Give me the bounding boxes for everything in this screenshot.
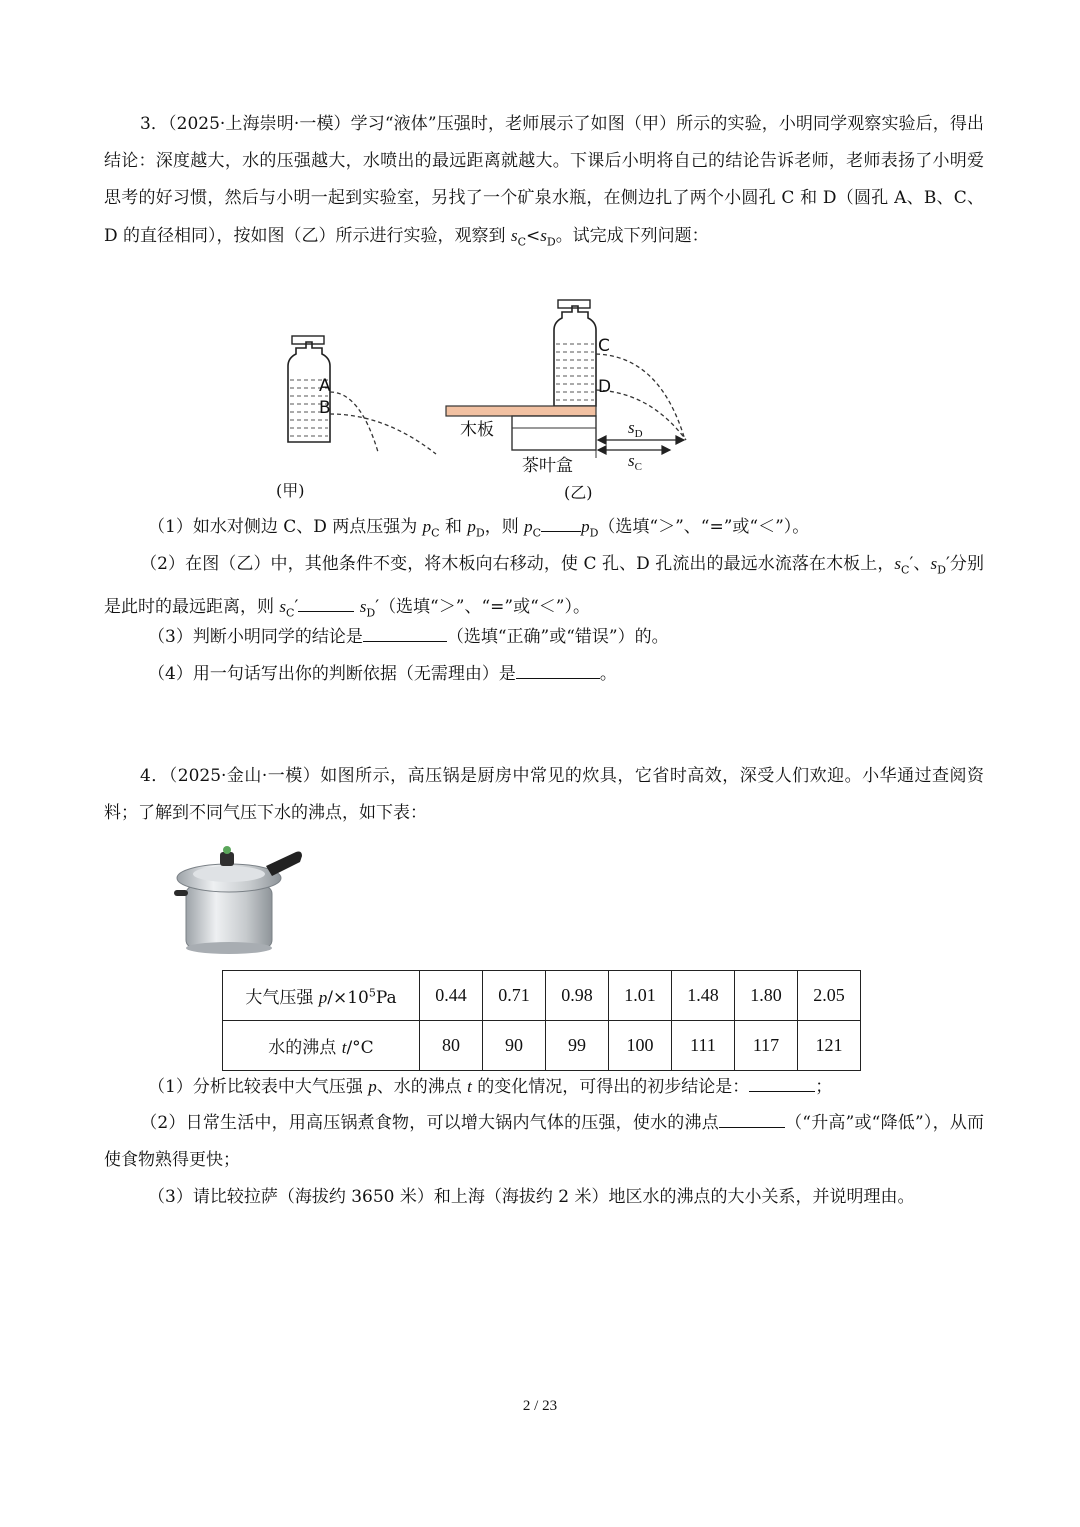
- table-cell: 1.80: [735, 971, 798, 1021]
- table-cell: 121: [798, 1021, 861, 1071]
- table-row-pressure: [223, 971, 861, 1021]
- table-cell: 1.48: [672, 971, 735, 1021]
- answer-blank[interactable]: [541, 513, 581, 532]
- label-tea-box: 茶叶盒: [522, 456, 573, 476]
- table-header-boiling: 水的沸点 t/°C: [223, 1021, 420, 1071]
- label-board: 木板: [460, 420, 494, 440]
- answer-blank[interactable]: [363, 623, 447, 642]
- answer-blank[interactable]: [298, 593, 354, 612]
- table-cell: 80: [420, 1021, 483, 1071]
- question-number: 4．: [140, 766, 169, 786]
- q3-sub-1: （1）如水对侧边 C、D 两点压强为 $p_C$ 和 $p_D$，则 $p_C$ $p_D$（选填“＞”、“=”或“＜”）。: [148, 508, 984, 551]
- pressure-cooker-image: [168, 838, 308, 958]
- table-cell: 99: [546, 1021, 609, 1071]
- wooden-board: [446, 406, 596, 416]
- label-hole-a: A: [319, 376, 331, 396]
- question-number: 3．: [140, 114, 169, 134]
- experiment-figure: [260, 292, 720, 510]
- table-header-pressure: 大气压强 $p/\times 10^5Pa$: [223, 971, 420, 1021]
- q4-sub-2: （2）日常生活中，用高压锅煮食物，可以增大锅内气体的压强，使水的沸点 （“升高”或“降低”），从而使食物熟得更快；: [104, 1105, 984, 1179]
- table-row-boiling: [223, 1021, 861, 1071]
- caption-jia: (甲): [276, 481, 305, 500]
- answer-blank[interactable]: [749, 1073, 815, 1092]
- label-hole-c: C: [598, 336, 610, 356]
- q3-sub-4: （4）用一句话写出你的判断依据（无需理由）是 。: [148, 656, 984, 693]
- tea-box: [512, 416, 596, 450]
- q3-sub-3: （3）判断小明同学的结论是 （选填“正确”或“错误”）的。: [148, 619, 984, 656]
- table-cell: 0.71: [483, 971, 546, 1021]
- table-cell: 2.05: [798, 971, 861, 1021]
- table-cell: 100: [609, 1021, 672, 1071]
- question-4-stem: 4．（2025·金山·一模）如图所示，高压锅是厨房中常见的炊具，它省时高效，深受人们欢迎。小华通过查阅资料；了解到不同气压下水的沸点，如下表：: [104, 766, 984, 823]
- label-hole-d: D: [598, 377, 612, 397]
- question-source: （2025·上海崇明·一模）: [168, 114, 351, 134]
- table-cell: 111: [672, 1021, 735, 1071]
- table-cell: 117: [735, 1021, 798, 1071]
- label-sd: $s_D$: [628, 418, 643, 440]
- question-3-stem: 3．（2025·上海崇明·一模）学习“液体”压强时，老师展示了如图（甲）所示的实验，小明同学观察实验后，得出结论：深度越大，水的压强越大，水喷出的最远距离就越大。下课后小明将自己的结论告诉老师，老师表扬了小明爱思考的好习惯，然后与小明一起到实验室，另找了一个矿泉水瓶，在侧边扎了两个小圆孔 C 和 D（圆孔 A、B、C、D 的直径相同），按如图（乙）所示进行实验，观察到 $s_C<s_D$。试完成下列问题：: [104, 114, 984, 249]
- q3-sub-2: （2）在图（乙）中，其他条件不变，将木板向右移动，使 C 孔、D 孔流出的最远水流落在木板上，$s_C'$、$s_D'$分别是此时的最远距离，则 $s_C'$ $s_D'$（选填“＞”、“=”或“＜”）。: [104, 554, 985, 620]
- q4-sub-3: （3）请比较拉萨（海拔约 3650 米）和上海（海拔约 2 米）地区水的沸点的大小关系，并说明理由。: [148, 1187, 915, 1207]
- table-cell: 0.44: [420, 971, 483, 1021]
- page-number: 2 / 23: [522, 1398, 558, 1414]
- caption-yi: (乙): [564, 483, 593, 502]
- q4-sub-1: （1）分析比较表中大气压强 p、水的沸点 t 的变化情况，可得出的初步结论是： ；: [148, 1068, 984, 1106]
- answer-blank[interactable]: [516, 660, 600, 679]
- answer-blank[interactable]: [719, 1109, 785, 1128]
- boiling-point-table: [222, 970, 861, 1071]
- bottle-jia: [288, 336, 436, 454]
- table-cell: 0.98: [546, 971, 609, 1021]
- label-sc: $s_C$: [628, 451, 642, 473]
- question-source: （2025·金山·一模）: [168, 766, 321, 786]
- table-cell: 1.01: [609, 971, 672, 1021]
- label-hole-b: B: [319, 398, 331, 418]
- table-cell: 90: [483, 1021, 546, 1071]
